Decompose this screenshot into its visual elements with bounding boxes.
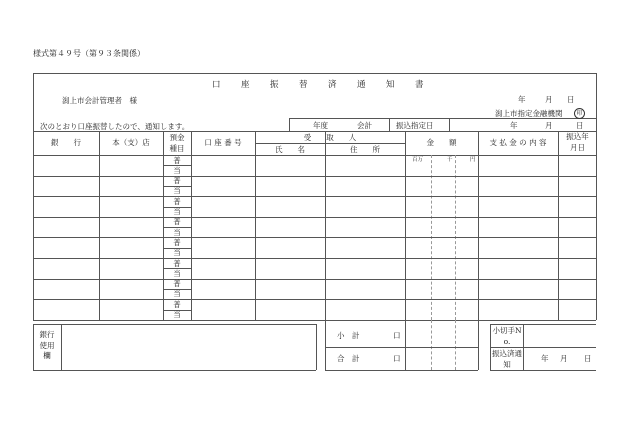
rule-line [99,131,100,320]
deposit-type-current: 当 [173,227,181,237]
deposit-type-current: 当 [173,268,181,278]
notice-text: 次のとおり口座振替したので、通知します。 [40,122,190,131]
deposit-type-ordinary: 普 [173,155,181,165]
subtotal-label: 小 計 [337,331,360,340]
rule-line [325,131,326,320]
unit-thousands: 千 [447,157,453,163]
rule-line [33,196,596,197]
rule-line [33,320,596,321]
payment-content-header: 支 払 金 の 内 容 [489,138,547,147]
rule-line [490,370,596,371]
year-label: 年 [541,354,549,363]
subtotal-unit: 口 [393,331,401,340]
page-title: 口 座 振 替 済 通 知 書 [212,80,430,90]
deposit-type-current: 当 [173,310,181,319]
bank-use-label: 銀行使用欄 [39,330,55,360]
rule-line [325,347,478,348]
deposit-type-ordinary: 普 [173,279,181,289]
addressee: 潟上市会計管理者 様 [62,96,137,105]
year-label: 年 [518,95,526,104]
rule-line [255,131,256,320]
branch-header: 本（支）店 [112,138,150,147]
rule-line [33,279,596,280]
check-number-label: 小切手No. [492,326,522,346]
deposit-type-current: 当 [173,248,181,258]
deposit-type-current: 当 [173,186,181,196]
rule-line [33,176,596,177]
rule-line [33,324,316,325]
rule-line [316,324,317,370]
rule-line [33,131,596,132]
deposit-type-ordinary: 普 [173,237,181,247]
year-label: 年 [510,121,518,130]
seal-icon: 印 [574,108,585,119]
unit-millions: 百万 [412,157,424,163]
unit-yen: 円 [470,157,476,163]
day-label: 日 [576,121,584,130]
deposit-type-current: 当 [173,289,181,299]
account-number-header: 口 座 番 号 [204,138,242,147]
rule-line [478,320,479,370]
account-label: 会計 [357,121,372,130]
day-label: 日 [567,95,575,104]
rule-line [33,73,596,74]
deposit-type-header: 種目 [169,144,185,153]
rule-line [478,131,479,320]
rule-line [405,320,406,370]
name-header: 氏 名 [275,145,305,154]
rule-line [289,118,596,119]
rule-line [325,320,326,370]
rule-line [33,370,316,371]
rule-line [455,320,456,370]
month-label: 月 [545,95,553,104]
deposit-type-ordinary: 普 [173,258,181,268]
transfer-date-header: 振込年月日 [566,132,589,152]
form-number: 様式第４９号（第９３条関係） [33,49,145,58]
deposit-type-ordinary: 普 [173,176,181,186]
transfer-date-label: 振込指定日 [396,121,434,130]
rule-line [490,324,596,325]
rule-line [431,320,432,370]
rule-line [449,118,450,131]
day-label: 日 [584,354,592,363]
recipient-header: 受 取 人 [303,133,357,142]
total-label: 合 計 [337,354,360,363]
rule-line [33,155,596,156]
transfer-done-label: 振込済通知 [492,349,522,369]
amount-header: 金 額 [426,138,457,147]
deposit-type-header: 預金 [169,133,185,142]
rule-line [33,299,596,300]
rule-line [558,131,559,320]
rule-line [33,217,596,218]
month-label: 月 [545,121,553,130]
rule-line [289,118,290,131]
month-label: 月 [560,354,568,363]
rule-line [33,258,596,259]
institution: 潟上市指定金融機関 [495,109,563,118]
total-unit: 口 [393,354,401,363]
rule-line [405,131,406,320]
rule-line [490,347,596,348]
rule-line [255,143,405,144]
rule-line [33,237,596,238]
deposit-type-ordinary: 普 [173,299,181,309]
bank-header: 銀 行 [51,138,81,147]
rule-line [325,370,478,371]
deposit-type-current: 当 [173,207,181,216]
rule-line [596,73,597,320]
deposit-type-ordinary: 普 [173,217,181,227]
fiscal-year-label: 年度 [313,121,328,130]
rule-line [389,118,390,131]
rule-line [191,131,192,320]
rule-line [61,324,62,370]
deposit-type-current: 当 [173,165,181,175]
address-header: 住 所 [350,145,380,154]
deposit-type-ordinary: 普 [173,196,181,206]
rule-line [523,324,524,370]
rule-line [33,324,34,370]
